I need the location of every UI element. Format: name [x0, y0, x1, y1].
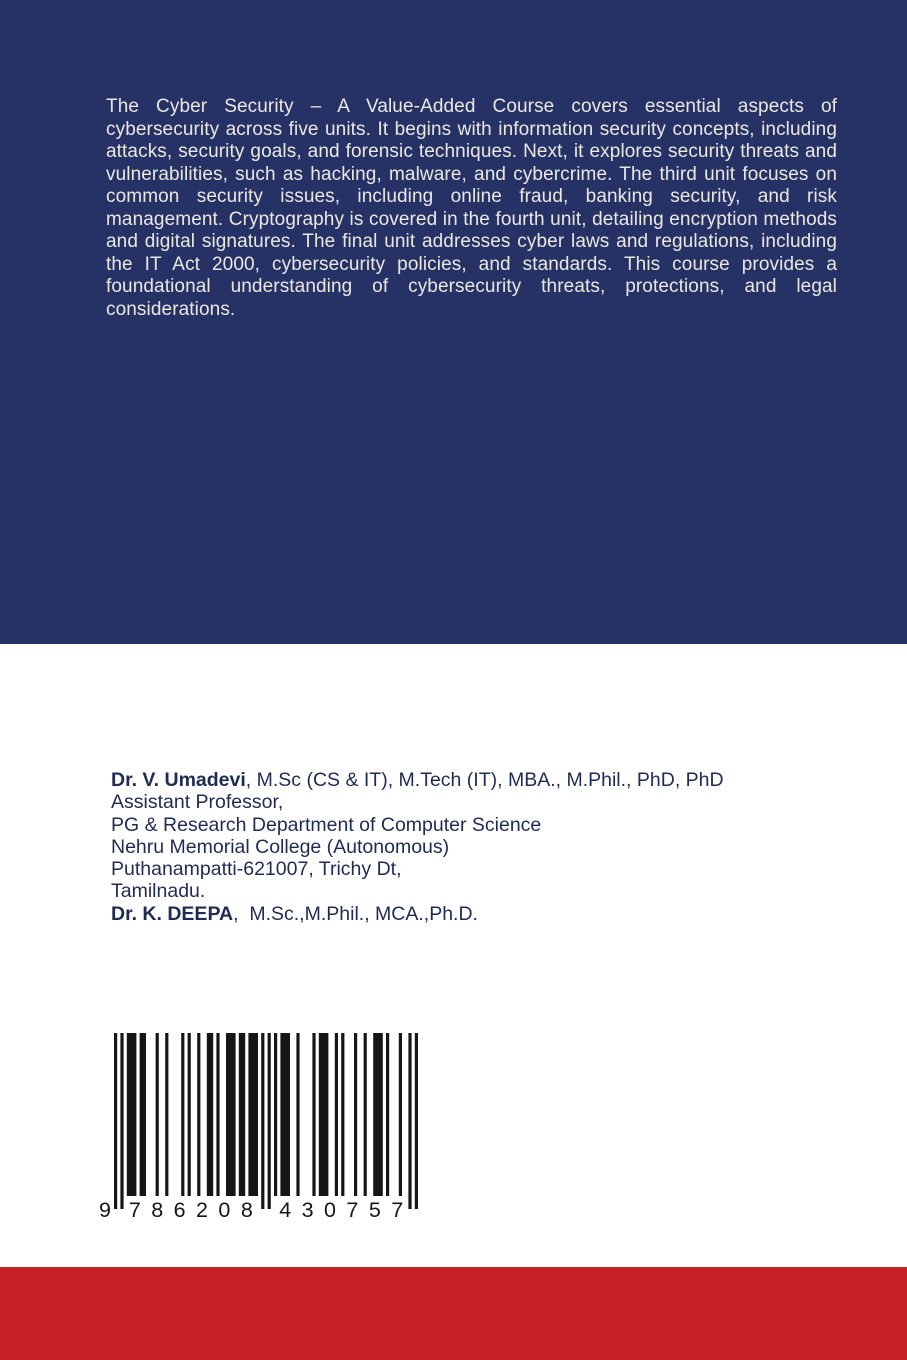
author-primary-line [111, 769, 891, 791]
author-department-line: PG & Research Department of Computer Science [111, 813, 542, 836]
svg-text:2: 2 [196, 1198, 208, 1222]
author-address-line: Puthanampatti-621007, Trichy Dt, [111, 858, 402, 881]
svg-text:0: 0 [324, 1198, 336, 1222]
isbn-barcode [97, 1033, 421, 1225]
author-primary-name: Dr. V. Umadevi [111, 769, 246, 791]
svg-text:4: 4 [279, 1198, 292, 1222]
svg-text:7: 7 [346, 1198, 359, 1222]
svg-text:0: 0 [218, 1198, 231, 1222]
author-secondary-line [111, 903, 891, 925]
svg-text:7: 7 [391, 1198, 404, 1222]
author-primary-credentials: , M.Sc (CS & IT), M.Tech (IT), MBA., M.Phil., PhD, PhD [245, 769, 724, 791]
ean13-barcode-svg [97, 1033, 421, 1225]
author-block [111, 769, 891, 925]
synopsis-panel [0, 0, 907, 644]
author-secondary-name: Dr. K. DEEPA [111, 902, 234, 925]
author-title-line: Assistant Professor, [111, 791, 284, 814]
author-college-line: Nehru Memorial College (Autonomous) [111, 835, 450, 858]
svg-text:7: 7 [128, 1198, 141, 1222]
svg-text:8: 8 [151, 1198, 164, 1222]
svg-text:9: 9 [99, 1198, 111, 1222]
svg-text:6: 6 [173, 1198, 186, 1222]
author-state-line: Tamilnadu. [111, 880, 206, 903]
authors-section [0, 644, 907, 1267]
bottom-stripe [0, 1267, 907, 1360]
author-secondary-credentials: , M.Sc.,M.Phil., MCA.,Ph.D. [233, 902, 478, 925]
synopsis-text: The Cyber Security – A Value-Added Course covers essential aspects of cybersecurity across five units. It begins with information security concepts, including attacks, security goals, and forensic techniques. Next, it explores security threats and vulnerabilities, such as hacking, malware, and cybercrime. The third unit focuses on common security issues, including online fraud, banking security, and risk management. Cryptography is covered in the fourth unit, detailing encryption methods and digital signatures. The final unit addresses cyber laws and regulations, including the IT Act 2000, cybersecurity policies, and standards. This course provides a foundational understanding of cybersecurity threats, protections, and legal considerations. [106, 96, 837, 320]
svg-text:5: 5 [368, 1198, 381, 1222]
svg-text:8: 8 [240, 1198, 253, 1222]
svg-text:3: 3 [301, 1198, 314, 1222]
